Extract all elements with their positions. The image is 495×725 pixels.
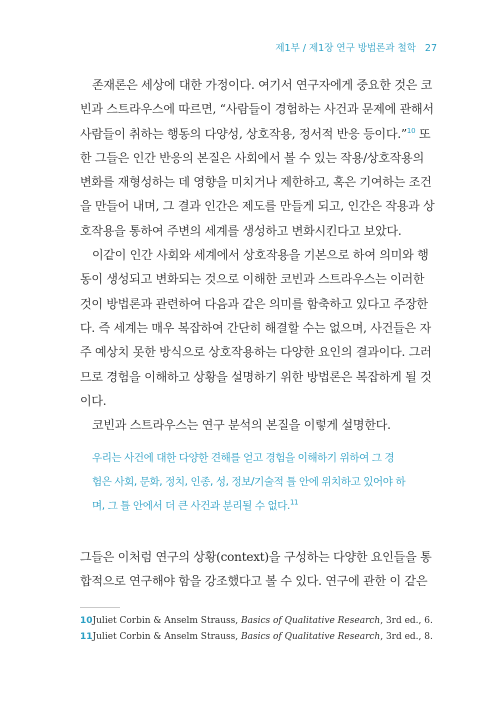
footnote-authors: Juliet Corbin & Anselm Strauss, (92, 616, 241, 626)
footnote-text (93, 629, 433, 645)
body-line-text: 사람들이 취하는 행동의 다양성, 상호작용, 정서적 반응 등이다.” (80, 126, 407, 141)
running-title: 제1부 / 제1장 연구 방법론과 철학 (275, 43, 416, 54)
body-text-continued (80, 545, 430, 594)
body-line: 빈과 스트라우스에 따르면, “사람들이 경험하는 사건과 문제에 관해서 (80, 102, 434, 117)
body-line-with-ref (80, 122, 430, 146)
body-line: 이같이 인간 사회와 세계에서 상호작용을 기본으로 하여 의미와 행 (92, 248, 429, 263)
footnote-ref-11[interactable]: 11 (289, 498, 299, 507)
body-line: 변화를 재형성하는 데 영향을 미치거나 제한하고, 혹은 기여하는 조건 (80, 175, 432, 190)
footnote-item (80, 629, 433, 645)
body-line: 다. 즉 세계는 매우 복잡하여 간단히 해결할 수는 없으며, 사건들은 자 (80, 320, 431, 335)
quote-line-with-ref (92, 494, 422, 518)
body-line: 주 예상치 못한 방식으로 상호작용하는 다양한 요인의 결과이다. 그러 (80, 345, 432, 360)
body-line: 이다. (80, 393, 107, 408)
block-quote (92, 446, 422, 518)
body-text (80, 73, 435, 437)
body-line: 것이 방법론과 관련하여 다음과 같은 의미를 함축하고 있다고 주장한 (80, 296, 428, 311)
body-line: 한 그들은 인간 반응의 본질은 사회에서 볼 수 있는 작용/상호작용의 (80, 150, 424, 165)
footnote-number: 10 (80, 616, 93, 626)
body-line: 동이 생성되고 변화되는 것으로 이해한 코빈과 스트라우스는 이러한 (80, 272, 425, 287)
body-line: 존재론은 세상에 대한 가정이다. 여기서 연구자에게 중요한 것은 코 (92, 78, 433, 92)
quote-line: 험은 사회, 문화, 정치, 인종, 성, 정보/기술적 틀 안에 위치하고 있어야 하 (92, 476, 406, 488)
footnote-edition: , 3rd ed., 8. (380, 632, 433, 642)
footnotes (80, 613, 433, 645)
body-line: 코빈과 스트라우스는 연구 분석의 본질을 이렇게 설명한다. (92, 418, 391, 433)
footnote-book-title: Basics of Qualitative Research (241, 632, 381, 642)
body-line-tail: 또 (415, 126, 431, 141)
body-line: 그들은 이처럼 연구의 상황(context)을 구성하는 다양한 요인들을 통 (80, 550, 432, 564)
running-head (275, 40, 437, 54)
footnote-divider (80, 607, 120, 608)
body-line: 을 만들어 내며, 그 결과 인간은 제도를 만들게 되고, 인간은 작용과 상 (80, 199, 435, 214)
page-number: 27 (424, 43, 437, 54)
footnote-ref-10[interactable]: 10 (406, 126, 416, 135)
footnote-edition: , 3rd ed., 6. (380, 616, 433, 626)
quote-line: 우리는 사건에 대한 다양한 견해를 얻고 경험을 이해하기 위하여 그 경 (92, 452, 395, 464)
footnote-number: 11 (80, 632, 93, 642)
footnote-book-title: Basics of Qualitative Research (241, 616, 381, 626)
quote-line-text: 며, 그 틀 안에서 더 큰 사건과 분리될 수 없다. (92, 500, 290, 512)
body-line: 므로 경험을 이해하고 상황을 설명하기 위한 방법론은 복잡하게 될 것 (80, 369, 432, 384)
footnote-authors: Juliet Corbin & Anselm Strauss, (92, 632, 241, 642)
body-line: 합적으로 연구해야 함을 강조했다고 볼 수 있다. 연구에 관한 이 같은 (80, 574, 428, 589)
footnote-item (80, 613, 433, 629)
body-line: 호작용을 통하여 주변의 세계를 생성하고 변화시킨다고 보았다. (80, 223, 402, 238)
footnote-text (93, 613, 433, 629)
